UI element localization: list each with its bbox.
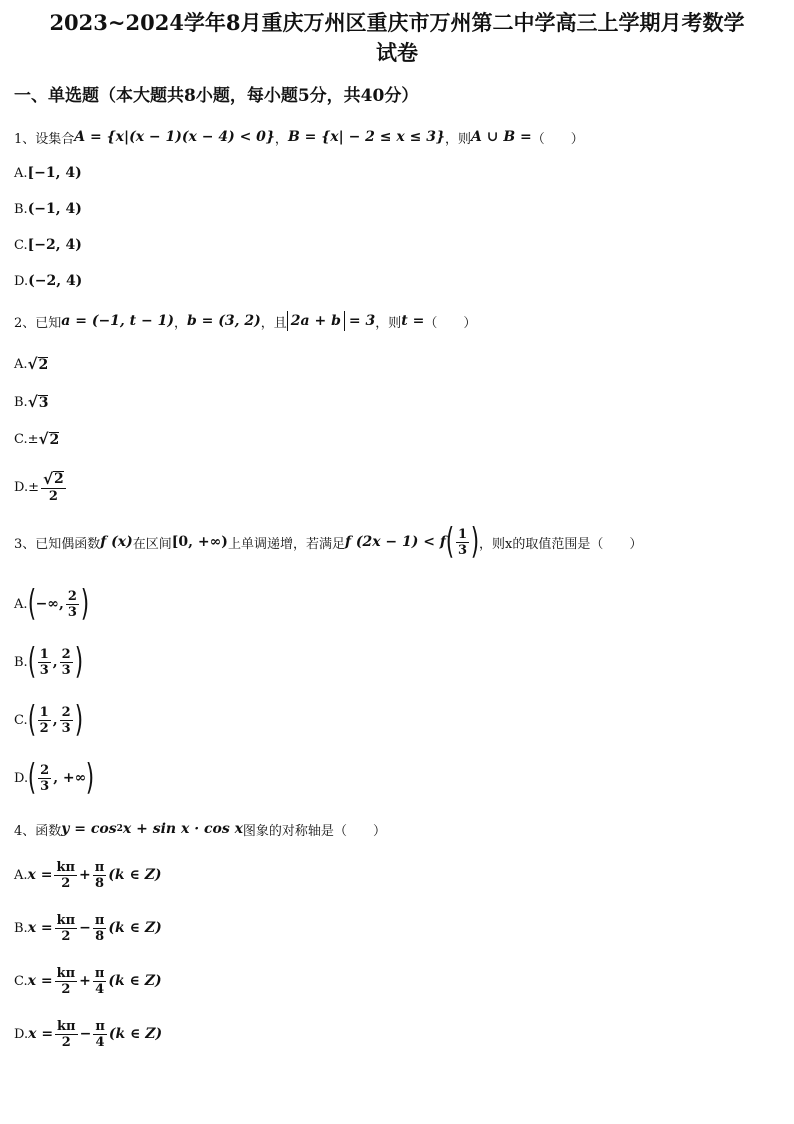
fraction-numerator: 2 — [67, 588, 77, 604]
fraction-numerator: 2 — [40, 762, 50, 778]
radical-sign: √ — [27, 393, 38, 411]
q3-mid2: 上单调递增，若满足 — [227, 536, 345, 552]
sqrt — [28, 355, 49, 373]
fraction-denominator: 3 — [40, 778, 50, 794]
fraction — [456, 527, 469, 558]
fraction-numerator: kπ — [56, 859, 76, 875]
q3-interval: [0, +∞) — [171, 534, 228, 550]
fraction — [55, 966, 78, 997]
option-label: A. — [14, 867, 28, 883]
q4-answer-blank: （ ） — [333, 823, 386, 839]
operator: + — [79, 973, 91, 989]
q4-option-c — [14, 960, 162, 1002]
q1-prefix: 1、设集合 — [14, 131, 75, 147]
option-condition: (k ∈ Z) — [108, 1026, 163, 1042]
q4-tail: 图象的对称轴是 — [242, 823, 334, 839]
sqrt — [43, 471, 64, 487]
q3-inequality: f (2x − 1) < f — [344, 534, 446, 550]
left-paren: ( — [445, 521, 455, 562]
q3-option-b — [14, 640, 83, 684]
fraction-numerator: 1 — [39, 646, 49, 662]
option-label: A. — [14, 356, 28, 372]
left-paren: ( — [27, 699, 36, 740]
q4-exponent: 2 — [116, 824, 123, 834]
radical-sign: √ — [38, 430, 49, 448]
option-label: D. — [14, 770, 29, 786]
option-label: B. — [14, 394, 28, 410]
sqrt — [28, 393, 49, 411]
option-label: A. — [14, 165, 28, 181]
q1-tail: ，则 — [444, 131, 471, 147]
q3-option-a — [14, 582, 89, 626]
radical-sign: √ — [43, 469, 54, 488]
option-label: B. — [14, 201, 28, 217]
operator: + — [79, 867, 91, 883]
fraction — [93, 1019, 107, 1050]
q3-option-c — [14, 698, 83, 742]
q4-option-a — [14, 854, 162, 896]
option-label: A. — [14, 596, 28, 612]
option-lhs: x = — [27, 867, 53, 883]
left-paren: ( — [27, 641, 36, 682]
q3-prefix: 3、已知偶函数 — [14, 536, 101, 552]
right-paren: ) — [74, 641, 83, 682]
radicand: 3 — [38, 395, 49, 411]
fraction-numerator: 2 — [61, 704, 71, 720]
fraction-denominator: 2 — [39, 720, 49, 736]
q1-answer-blank: （ ） — [531, 131, 584, 147]
fraction-denominator: 3 — [61, 720, 71, 736]
option-condition: (k ∈ Z) — [108, 920, 162, 936]
fraction-numerator: 1 — [39, 704, 49, 720]
left-paren: ( — [27, 583, 36, 624]
q2-ask: t = — [401, 313, 425, 329]
fraction-numerator — [41, 471, 66, 489]
section-heading: 一、单选题（本大题共8小题，每小题5分，共40分） — [14, 86, 419, 106]
fraction — [60, 647, 73, 678]
comma: , — [52, 712, 58, 728]
q3-answer-blank: （ ） — [590, 536, 643, 552]
option-label: C. — [14, 431, 28, 447]
q2-option-a — [14, 352, 48, 376]
fraction-denominator: 2 — [61, 1034, 71, 1050]
fraction-numerator: kπ — [56, 965, 76, 981]
q1-union: A ∪ B = — [470, 129, 532, 145]
q2-sep: ， — [174, 315, 188, 331]
fraction — [93, 913, 107, 944]
q4-prefix: 4、函数 — [14, 823, 62, 839]
fraction-numerator: π — [94, 859, 105, 875]
radicand: 2 — [38, 357, 49, 373]
fraction-denominator: 2 — [61, 981, 71, 997]
fraction — [66, 589, 79, 620]
q1-sep: ， — [274, 131, 288, 147]
question-1 — [14, 126, 584, 148]
fraction-denominator: 8 — [95, 928, 105, 944]
fraction-denominator: 3 — [39, 662, 49, 678]
question-4 — [14, 818, 386, 840]
plus-minus: ± — [27, 431, 39, 447]
radical-sign: √ — [27, 355, 38, 373]
operator: − — [79, 1026, 92, 1042]
option-label: B. — [14, 654, 28, 670]
q1-option-d — [14, 270, 82, 292]
q1-option-a — [14, 162, 82, 184]
comma: , — [52, 654, 58, 670]
q2-option-b — [14, 390, 48, 414]
fraction — [60, 705, 73, 736]
left-paren: ( — [27, 757, 37, 798]
fraction — [41, 471, 66, 504]
option-value: [−1, 4) — [27, 165, 82, 181]
fraction-numerator: π — [94, 912, 105, 928]
interval-end: , +∞ — [53, 770, 87, 786]
fraction-numerator: π — [94, 965, 105, 981]
exam-title-line1: 2023~2024学年8月重庆万州区重庆市万州第二中学高三上学期月考数学 — [49, 10, 745, 35]
option-lhs: x = — [27, 920, 53, 936]
q4-func-b: x + sin x · cos x — [122, 821, 243, 837]
q3-function: f (x) — [100, 534, 133, 550]
q3-mid1: 在区间 — [132, 536, 172, 552]
right-paren: ) — [470, 521, 480, 562]
fraction — [54, 860, 77, 891]
q2-option-c — [14, 427, 59, 451]
fraction-numerator: π — [95, 1018, 105, 1034]
q2-vector-b: b = (3, 2) — [187, 313, 261, 329]
option-label: B. — [14, 920, 28, 936]
right-paren: ) — [86, 757, 95, 798]
option-value: (−1, 4) — [27, 201, 82, 217]
q4-func-a: y = cos — [61, 821, 117, 837]
fraction-numerator: 2 — [61, 646, 71, 662]
fraction-denominator: 4 — [95, 981, 105, 997]
q1-set-b: B = {x| − 2 ≤ x ≤ 3} — [287, 129, 445, 145]
question-3 — [14, 522, 642, 562]
question-2 — [14, 308, 476, 334]
exam-title — [10, 8, 784, 68]
fraction-denominator: 3 — [61, 662, 71, 678]
q2-vector-a: a = (−1, t − 1) — [61, 313, 174, 329]
q2-cond-eq: = 3 — [348, 313, 376, 329]
fraction-numerator: kπ — [56, 912, 76, 928]
q2-option-d — [14, 466, 68, 508]
q4-option-d — [14, 1013, 162, 1055]
q3-tail: ，则x的取值范围是 — [479, 536, 591, 552]
fraction-numerator: 1 — [457, 526, 467, 542]
fraction — [55, 913, 78, 944]
option-value: [−2, 4) — [27, 237, 82, 253]
fraction-denominator: 3 — [457, 542, 467, 558]
fraction-denominator: 3 — [67, 604, 77, 620]
fraction — [38, 647, 51, 678]
option-condition: (k ∈ Z) — [108, 867, 162, 883]
fraction — [38, 763, 51, 794]
fraction-denominator: 2 — [61, 928, 71, 944]
q1-option-c — [14, 234, 82, 256]
option-label: D. — [14, 1026, 29, 1042]
fraction-denominator: 2 — [48, 488, 58, 504]
fraction — [93, 860, 107, 891]
radicand: 2 — [49, 432, 60, 448]
q2-cond-pre: ，且 — [260, 315, 287, 331]
option-condition: (k ∈ Z) — [108, 973, 162, 989]
sqrt — [39, 430, 60, 448]
right-paren: ) — [80, 583, 90, 624]
fraction — [38, 705, 51, 736]
operator: − — [79, 920, 91, 936]
option-label: C. — [14, 237, 28, 253]
plus-minus: ± — [28, 479, 39, 495]
interval-start: −∞, — [35, 596, 64, 612]
fraction — [93, 966, 107, 997]
fraction-numerator: kπ — [57, 1018, 76, 1034]
q2-tail: ，则 — [375, 315, 402, 331]
fraction-denominator: 4 — [95, 1034, 105, 1050]
exam-title-line2: 试卷 — [376, 40, 418, 65]
q2-answer-blank: （ ） — [424, 315, 477, 331]
radicand: 2 — [54, 470, 64, 487]
q1-option-b — [14, 198, 82, 220]
option-label: D. — [14, 479, 29, 495]
option-lhs: x = — [28, 1026, 54, 1042]
q1-set-a: A = {x|(x − 1)(x − 4) < 0} — [74, 129, 275, 145]
q4-option-b — [14, 907, 162, 949]
option-lhs: x = — [27, 973, 53, 989]
q2-prefix: 2、已知 — [14, 315, 62, 331]
fraction-denominator: 8 — [94, 875, 105, 891]
option-value: (−2, 4) — [28, 273, 83, 289]
right-paren: ) — [74, 699, 83, 740]
fraction — [55, 1019, 78, 1050]
fraction-denominator: 2 — [61, 875, 71, 891]
option-label: C. — [14, 712, 28, 728]
option-label: D. — [14, 273, 29, 289]
q3-option-d — [14, 756, 94, 800]
option-label: C. — [14, 973, 28, 989]
q2-abs-expression: 2a + b — [287, 311, 345, 331]
